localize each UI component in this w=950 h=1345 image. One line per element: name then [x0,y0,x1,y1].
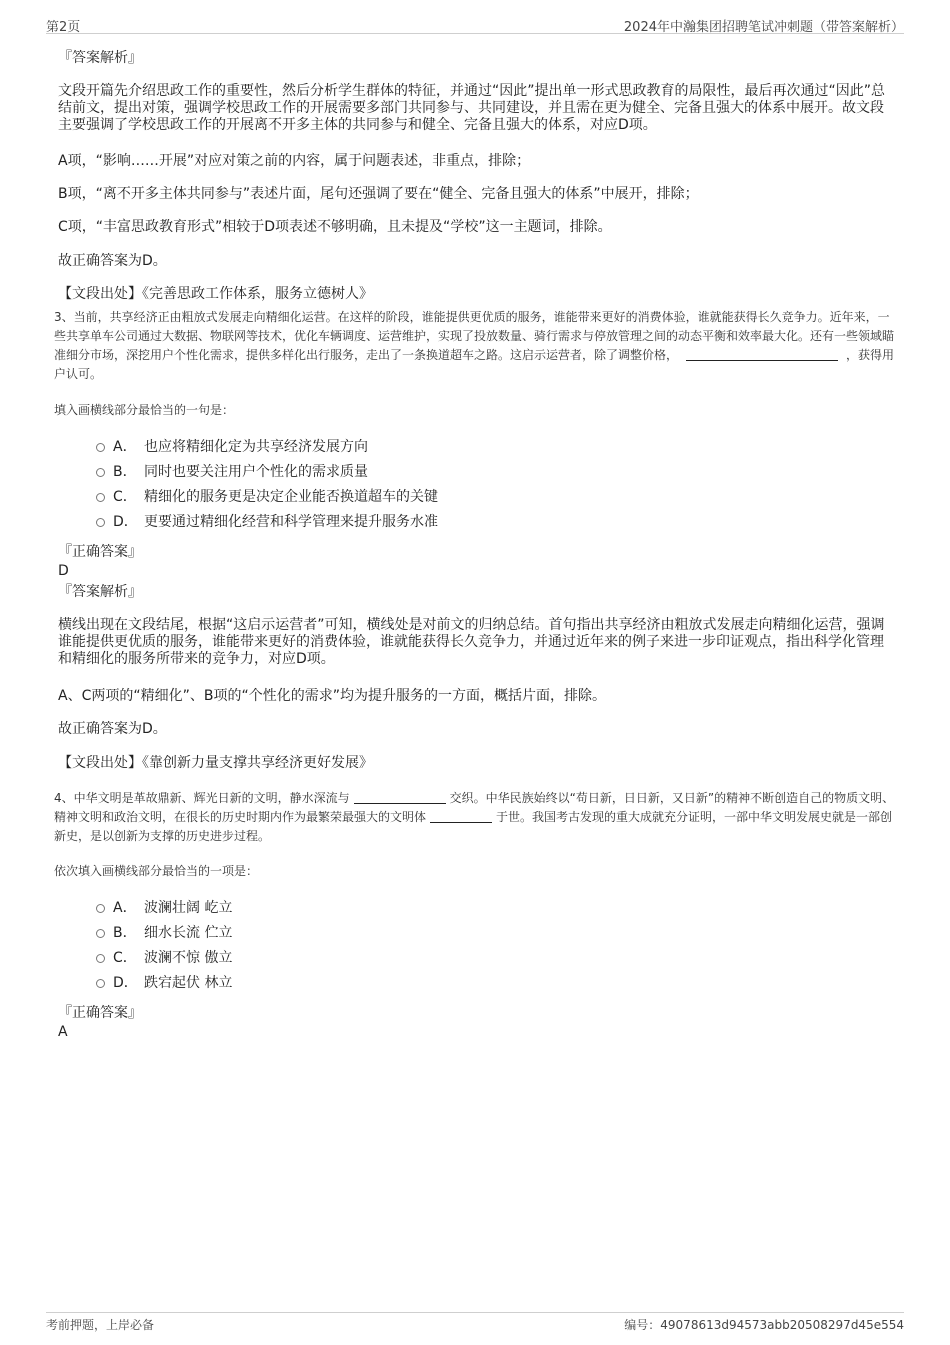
q4-answer: A [58,1024,68,1040]
radio-icon[interactable] [96,954,105,963]
radio-icon[interactable] [96,979,105,988]
q3-answer-label: 『正确答案』 [58,544,142,560]
q2-conclusion: 故正确答案为D。 [58,253,167,269]
source-title: 《完善思政工作体系，服务立德树人》 [142,286,373,302]
source-label: 【文段出处】 [58,286,142,302]
footer-slogan: 考前押题，上岸必备 [46,1318,155,1332]
page-number: 第2页 [46,20,81,35]
footer-code: 编号：49078613d94573abb20508297d45e554 [624,1318,904,1332]
source-title: 《靠创新力量支撑共享经济更好发展》 [142,755,373,771]
radio-icon[interactable] [96,518,105,527]
option-c[interactable]: C． 波澜不惊 傲立 [96,946,232,971]
document-title: 2024年中瀚集团招聘笔试冲刺题（带答案解析） [623,20,904,35]
radio-icon[interactable] [96,493,105,502]
fill-blank [686,348,838,361]
q4-answer-label: 『正确答案』 [58,1005,142,1021]
q4-stem-middle: 交织。中华民族始终以“苟日新，日日新，又日新”的精神不断创造自己的物质文明、精神文明和政治文明，在很长的历史时期内作为最繁荣最强大的文明体 [54,791,895,824]
q3-stem-tail: ，获得用户认可。 [54,348,895,381]
q4-stem-tail: 于世。我国考古发现的重大成就充分证明，一部中华文明发展史就是一部创新史，是以创新为支撑的历史进步过程。 [54,810,893,843]
source-label: 【文段出处】 [58,755,142,771]
radio-icon[interactable] [96,443,105,452]
q3-source [58,755,373,772]
option-a[interactable]: A． 也应将精细化定为共享经济发展方向 [96,435,438,460]
q4-stem-text: 4、中华文明是革故鼎新、辉光日新的文明，静水深流与 [54,791,350,805]
option-a[interactable]: A． 波澜壮阔 屹立 [96,896,232,921]
q3-analysis-label: 『答案解析』 [58,584,142,600]
q3-answer: D [58,563,69,579]
option-c[interactable]: C． 精细化的服务更是决定企业能否换道超车的关键 [96,485,438,510]
q2-note-a: A项，“影响……开展”对应对策之前的内容，属于问题表述，非重点，排除； [58,153,531,169]
q2-analysis-text: 文段开篇先介绍思政工作的重要性，然后分析学生群体的特征，并通过“因此”提出单一形式思政教育的局限性，最后再次通过“因此”总结前文，提出对策，强调学校思政工作的开展需要多部门共同参与、共同建设，并且需在更为健全、完备且强大的体系中展开。故文段主要强调了学校思政工作的开展离不开多主体的共同参与和健全、完备且强大的体系，对应D项。 [58,83,886,133]
q2-note-c: C项，“丰富思政教育形式”相较于D项表述不够明确，且未提及“学校”这一主题词，排除。 [58,219,612,235]
radio-icon[interactable] [96,929,105,938]
q4-prompt: 依次填入画横线部分最恰当的一项是： [54,864,259,878]
q3-stem-text: 3、当前，共享经济正由粗放式发展走向精细化运营。在这样的阶段，谁能提供更优质的服务，谁能带来更好的消费体验，谁就能获得长久竞争力。近年来，一些共享单车公司通过大数据、物联网等技术，优化车辆调度、运营维护，实现了投放数量、骑行需求与停放管理之间的动态平衡和效率最大化。还有一些领域瞄准细分市场，深挖用户个性化需求，提供多样化出行服务，走出了一条换道超车之路。这启示运营者，除了调整价格， [54,310,895,362]
q2-source [58,286,373,303]
q3-conclusion: 故正确答案为D。 [58,721,167,737]
q2-note-b: B项，“离不开多主体共同参与”表述片面，尾句还强调了要在“健全、完备且强大的体系”中展开，排除； [58,186,699,202]
q4-stem [54,789,904,846]
q4-options [96,896,232,996]
q3-options [96,435,438,535]
option-d[interactable]: D． 更要通过精细化经营和科学管理来提升服务水准 [96,510,438,535]
radio-icon[interactable] [96,904,105,913]
q2-analysis-label: 『答案解析』 [58,50,142,66]
option-d[interactable]: D． 跌宕起伏 林立 [96,971,232,996]
option-b[interactable]: B． 同时也要关注用户个性化的需求质量 [96,460,438,485]
q3-note-ac: A、C两项的“精细化”、B项的“个性化的需求”均为提升服务的一方面，概括片面，排除。 [58,688,606,704]
page-header [46,16,904,34]
fill-blank-2 [430,810,492,823]
option-b[interactable]: B． 细水长流 伫立 [96,921,232,946]
fill-blank-1 [354,791,446,804]
q3-analysis-text: 横线出现在文段结尾，根据“这启示运营者”可知，横线处是对前文的归纳总结。首句指出共享经济由粗放式发展走向精细化运营，强调谁能提供更优质的服务，谁能带来更好的消费体验，谁就能获得长久竞争力，并通过近年来的例子来进一步印证观点，指出科学化管理和精细化的服务所带来的竞争力，对应D项。 [58,617,885,667]
q3-prompt: 填入画横线部分最恰当的一句是： [54,403,235,417]
radio-icon[interactable] [96,468,105,477]
page-footer [46,1312,904,1332]
q3-stem [54,308,900,384]
